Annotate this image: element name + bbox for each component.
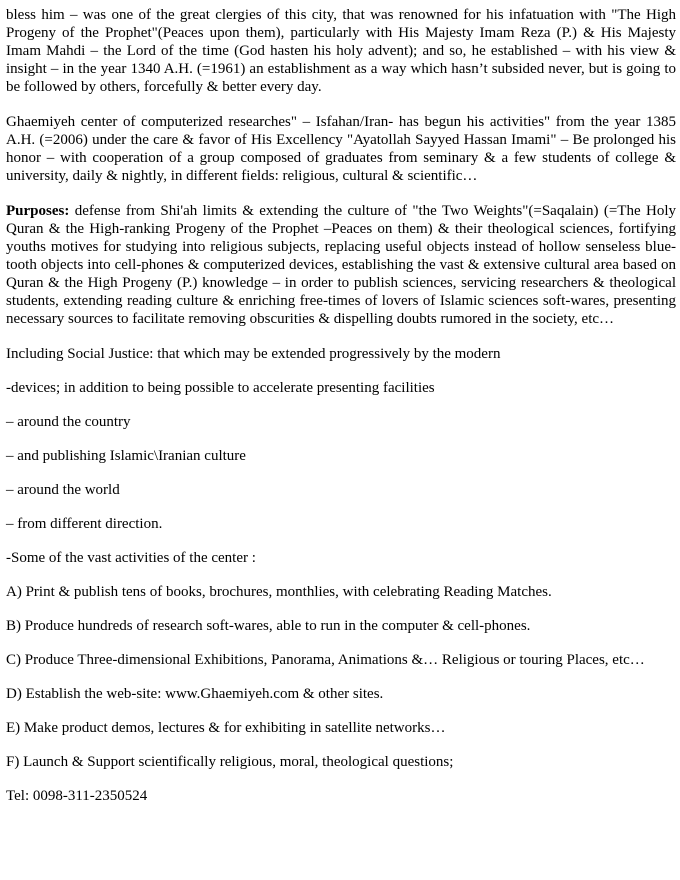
around-country-line: – around the country: [6, 414, 131, 430]
activity-item-a: A) Print & publish tens of books, brochures, monthlies, with celebrating Reading Matches.: [6, 584, 552, 600]
publishing-culture-line: – and publishing Islamic\Iranian culture: [6, 448, 246, 464]
purposes-text: defense from Shi'ah limits & extending the culture of "the Two Weights"(=Saqalain) (=The Holy Quran & the High-ranking Progeny of the Prophet –Peaces on them) & their theological sciences, fortifying youths motives for studying into religious subjects, replacing useful objects instead of hollow senseless blue-tooth objects into cell-phones & computerized devices, establishing the vast & extensive cultural area based on Quran & the High Progeny (P.) knowledge – in order to publish sciences, servicing researchers & theological students, extending reading culture & enriching free-times of lovers of Islamic sciences soft-wares, presenting necessary sources to facilitate removing obscurities & dispelling doubts rumored in the society, etc…: [6, 203, 676, 327]
activities-heading: -Some of the vast activities of the center :: [6, 550, 256, 566]
social-justice-line: Including Social Justice: that which may be extended progressively by the modern: [6, 346, 501, 362]
telephone-line: Tel: 0098-311-2350524: [6, 788, 148, 804]
center-paragraph: Ghaemiyeh center of computerized researches" – Isfahan/Iran- has begun his activities" from the year 1385 A.H. (=2006) under the care & favor of His Excellency "Ayatollah Sayyed Hassan Imami" – Be prolonged his honor – with cooperation of a group composed of graduates from seminary & a few students of college & university, daily & nightly, in different fields: religious, cultural & scientific…: [6, 114, 676, 184]
activity-item-d: D) Establish the web-site: www.Ghaemiyeh.com & other sites.: [6, 686, 384, 702]
document-page: [6, 6, 676, 821]
intro-paragraph: bless him – was one of the great clergies of this city, that was renowned for his infatuation with "The High Progeny of the Prophet"(Peaces upon them), particularly with His Majesty Imam Reza (P.) & His Majesty Imam Mahdi – the Lord of the time (God hasten his holy advent); and so, he established – with his view & insight – in the year 1340 A.H. (=1961) an establishment as a way which hasn’t subsided never, but is going to be followed by others, forcefully & better every day.: [6, 7, 676, 95]
activity-item-c: C) Produce Three-dimensional Exhibitions, Panorama, Animations &… Religious or touring Places, etc…: [6, 652, 645, 668]
purposes-label: Purposes:: [6, 203, 70, 219]
around-world-line: – around the world: [6, 482, 120, 498]
activity-item-e: E) Make product demos, lectures & for exhibiting in satellite networks…: [6, 720, 446, 736]
different-direction-line: – from different direction.: [6, 516, 163, 532]
purposes-paragraph: [6, 202, 676, 328]
activity-item-b: B) Produce hundreds of research soft-wares, able to run in the computer & cell-phones.: [6, 618, 531, 634]
devices-line: -devices; in addition to being possible to accelerate presenting facilities: [6, 380, 435, 396]
activity-item-f: F) Launch & Support scientifically religious, moral, theological questions;: [6, 754, 454, 770]
